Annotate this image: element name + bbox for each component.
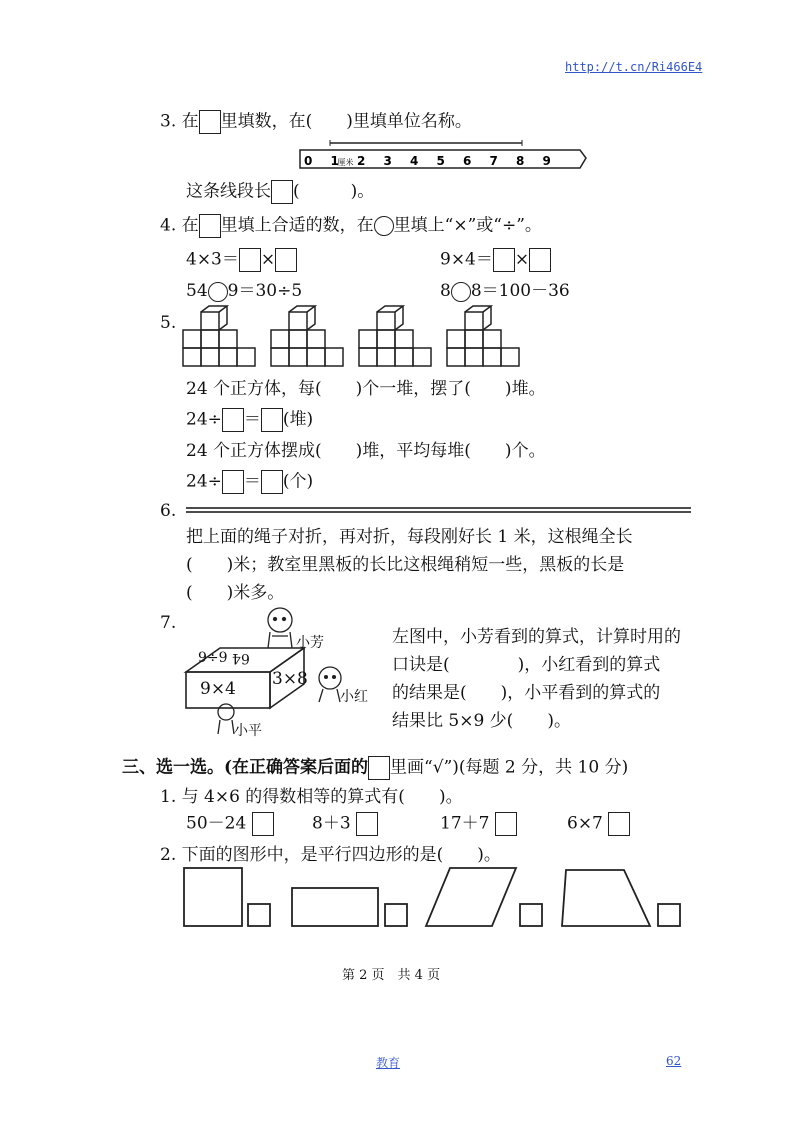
trapezoid-shape [562,870,650,926]
cube [395,330,413,348]
answer-box[interactable] [222,470,244,494]
q6-line3: ( )米多。 [186,583,285,603]
s3-q1-opt2 [312,812,378,836]
q3-text-a: 在 [181,111,199,132]
equation-text: (个) [282,471,314,492]
cube [377,330,395,348]
check-box-2 [385,904,407,926]
cube [501,348,519,366]
footer-link[interactable]: 教育 [376,1056,401,1070]
equation-text: 8＝100－36 [470,281,570,301]
cube [201,312,219,330]
cube [289,348,307,366]
equation-text: (堆) [282,409,314,430]
ruler-tick-label: 5 [436,154,445,168]
q4-row1-b [440,248,551,272]
shapes-row [180,866,700,930]
answer-box[interactable] [261,470,283,494]
section3-title-b: 里画“√”)(每题 2 分，共 10 分) [390,757,629,778]
q3-answer-b: ( )。 [293,181,375,202]
check-box[interactable] [356,812,378,836]
s3-q1: 1. 与 4×6 的得数相等的算式有( )。 [160,787,463,807]
check-box-1 [248,904,270,926]
answer-box[interactable] [529,248,551,272]
cube [289,312,307,330]
girl-xiaohong-icon [319,667,341,702]
answer-box[interactable] [261,408,283,432]
source-link[interactable]: http://t.cn/Ri466E4 [565,60,703,74]
cube [237,348,255,366]
answer-box[interactable] [271,180,293,204]
answer-box[interactable] [368,756,390,780]
ruler-tick-label: 0 [304,154,313,168]
rope-image [186,506,696,516]
cube [201,348,219,366]
ruler-tick-label: 3 [383,154,392,168]
label-xiaoping: 小平 [234,723,262,739]
cube [307,330,325,348]
q4-text-c: 里填上“×”或“÷”。 [393,215,542,236]
ruler-tick-label: 4 [410,154,419,168]
q5-line4 [186,470,313,494]
cube [447,330,465,348]
equation-text: 4×3＝ [186,249,239,270]
cube [307,348,325,366]
check-box[interactable] [495,812,517,836]
cube-stacks [183,306,523,372]
page-number: 第 2 页 共 4 页 [342,968,441,983]
equation-text: 24÷ [186,409,222,430]
option-text: 50－24 [186,813,247,834]
s3-q2: 2. 下面的图形中，是平行四边形的是( )。 [160,845,501,865]
equation-text: 9×4＝ [440,249,493,270]
q7-number: 7. [160,613,177,633]
q6-line2: ( )米；教室里黑板的长比这根绳稍短一些，黑板的长是 [186,555,625,575]
q3-number: 3. [160,111,177,132]
cube [483,348,501,366]
cube [201,330,219,348]
ruler-tick-label: 7 [489,154,498,168]
equation-text: 9＝30÷5 [227,281,303,301]
girl-xiaofang-icon [268,608,292,648]
q5-number: 5. [160,313,177,333]
section3-title-a: 三、选一选。(在正确答案后面的 [122,757,369,778]
answer-circle[interactable] [208,282,228,302]
check-box-3 [520,904,542,926]
answer-box[interactable] [199,110,221,134]
cube [359,330,377,348]
option-text: 8＋3 [312,813,351,834]
cube [377,348,395,366]
q4-row2-a [186,280,302,302]
box-side-face: 3×8 [272,669,308,689]
q4-line [160,214,542,238]
cube [183,348,201,366]
q3-text-b: 里填数，在( )里填单位名称。 [220,111,472,132]
times-sign: × [514,249,530,270]
rectangle-shape [292,888,378,926]
ruler-tick-label: 6 [463,154,472,168]
parallelogram-shape [426,868,516,926]
cube [377,312,395,330]
section3-title [122,756,628,780]
cube [483,330,501,348]
equation-text: ＝ [243,409,261,430]
q4-text-b: 里填上合适的数，在 [220,215,374,236]
q4-row1-a [186,248,297,272]
footer-number[interactable]: 62 [666,1054,682,1068]
q5-line2 [186,408,313,432]
ruler-tick-label: 2 [357,154,366,168]
check-box[interactable] [252,812,274,836]
q6-number: 6. [160,501,177,521]
q7-line1: 左图中，小芳看到的算式，计算时用的 [392,627,681,647]
ruler-tick-label: 9 [542,154,551,168]
q5-line1: 24 个正方体，每( )个一堆，摆了( )堆。 [186,379,546,399]
answer-circle[interactable] [374,216,394,236]
answer-box[interactable] [275,248,297,272]
box-top-text: 9÷9 [198,650,228,666]
answer-circle[interactable] [451,282,471,302]
box-front-face: 9×4 [200,679,236,699]
q3-answer-a: 这条线段长 [186,181,271,202]
option-text: 17＋7 [440,813,490,834]
answer-box[interactable] [222,408,244,432]
answer-box[interactable] [239,248,261,272]
ruler-unit-label: 厘米 [337,158,354,167]
cube [447,348,465,366]
s3-q1-opt4 [567,812,630,836]
answer-box[interactable] [493,248,515,272]
s3-q1-opt1 [186,812,274,836]
cube [395,348,413,366]
box-top-text-flipped: 64 [232,650,250,666]
cube [183,330,201,348]
cube [219,330,237,348]
cube [413,348,431,366]
cube [359,348,377,366]
square-shape [184,868,242,926]
s3-q1-opt3 [440,812,517,836]
q7-line3: 的结果是( )，小平看到的算式的 [392,683,661,703]
q3-answer-line [186,180,374,204]
ruler [300,140,590,172]
cube [271,348,289,366]
cube [465,348,483,366]
box-top-face [198,650,250,666]
equation-text: 8 [440,281,451,301]
equation-text: 24÷ [186,471,222,492]
q6-line1: 把上面的绳子对折，再对折，每段刚好长 1 米，这根绳全长 [186,527,633,547]
q7-line2: 口诀是( )，小红看到的算式 [392,655,661,675]
option-text: 6×7 [567,813,603,834]
q3-line [160,110,472,134]
times-sign: × [260,249,276,270]
equation-text: ＝ [243,471,261,492]
check-box[interactable] [608,812,630,836]
q4-row2-b [440,280,570,302]
equation-text: 54 [186,281,208,301]
q5-line3: 24 个正方体摆成( )堆，平均每堆( )个。 [186,441,546,461]
cube [325,348,343,366]
ruler-tick-label: 1 [330,154,339,168]
label-xiaofang: 小芳 [296,635,324,651]
cube [289,330,307,348]
answer-box[interactable] [199,214,221,238]
q4-text-a: 在 [181,215,199,236]
cube [271,330,289,348]
check-box-4 [658,904,680,926]
q7-line4: 结果比 5×9 少( )。 [392,711,571,731]
cube [219,348,237,366]
ruler-tick-label: 8 [516,154,525,168]
cube [465,330,483,348]
cube [465,312,483,330]
q4-number: 4. [160,215,177,236]
label-xiaohong: 小红 [340,689,368,705]
